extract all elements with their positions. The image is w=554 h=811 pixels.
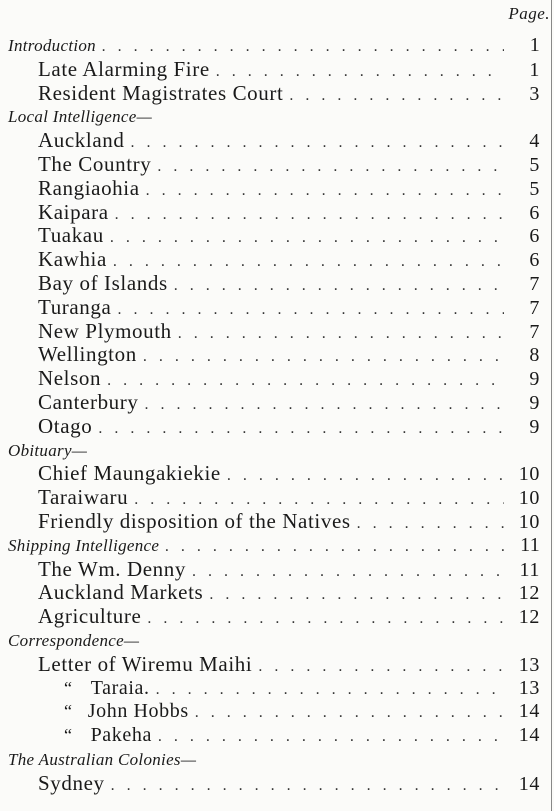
dot-leader: [227, 464, 504, 488]
page-number: 7: [529, 320, 540, 343]
dot-leader: [156, 678, 504, 702]
page-number: 5: [529, 153, 540, 176]
page-number: 11: [520, 533, 540, 556]
dot-leader: [357, 512, 504, 536]
toc-entry: [0, 343, 554, 367]
page-number: 5: [529, 177, 540, 200]
page-number: 3: [529, 82, 540, 105]
page-number: 11: [519, 558, 540, 581]
toc-label: Local Intelligence—: [8, 107, 153, 127]
toc-label: Canterbury: [38, 389, 139, 414]
dot-leader: [158, 725, 504, 749]
dot-leader: [130, 131, 504, 155]
dot-leader: [98, 417, 504, 441]
page-number: 14: [518, 700, 540, 723]
dot-leader: [110, 226, 504, 250]
dot-leader: [209, 583, 504, 607]
toc-label: Shipping Intelligence: [8, 535, 160, 555]
dot-leader: [107, 369, 504, 393]
dot-leader: [195, 701, 504, 725]
page-number: 8: [529, 344, 540, 367]
dot-leader: [146, 179, 504, 203]
page-number: 1: [529, 34, 540, 56]
toc-label: Auckland Markets: [38, 580, 204, 605]
toc-section-heading: [0, 629, 554, 653]
toc-entry: [0, 581, 554, 605]
toc-label: Wellington: [38, 342, 137, 367]
page-number: 6: [529, 225, 540, 248]
dot-leader: [192, 560, 504, 584]
toc-entry: [0, 129, 554, 153]
toc-section-heading: [0, 439, 554, 463]
page-number: 10: [518, 463, 540, 486]
toc-entry: [0, 653, 554, 677]
toc-entry: [0, 248, 554, 272]
toc-entry: [0, 320, 554, 344]
page-number: 7: [529, 272, 540, 295]
toc-label: Sydney: [38, 770, 105, 795]
toc-label: Taraiwaru: [38, 485, 129, 510]
toc-entry: [0, 367, 554, 391]
toc-label: Agriculture: [38, 604, 142, 629]
toc-label: Introduction: [8, 36, 96, 55]
toc-label: Friendly disposition of the Natives: [38, 508, 351, 533]
toc-label: The Wm. Denny: [38, 556, 186, 581]
toc-label: New Plymouth: [38, 318, 172, 343]
page-number: 6: [529, 249, 540, 272]
toc-entry: [0, 296, 554, 320]
page-number: 9: [529, 368, 540, 391]
toc-section-heading: [0, 34, 554, 58]
page-number: 12: [518, 582, 540, 605]
toc-entry: [0, 415, 554, 439]
page-number: 13: [518, 653, 540, 676]
toc-label: Kaipara: [38, 199, 109, 224]
dot-leader: [165, 535, 504, 559]
toc-entry: [0, 391, 554, 415]
toc-label: John Hobbs: [87, 700, 189, 723]
toc-label: Auckland: [38, 128, 125, 153]
toc-entry: [0, 558, 554, 582]
toc-label: Resident Magistrates Court: [38, 80, 284, 105]
dot-leader: [113, 250, 504, 274]
toc-label: Otago: [38, 413, 93, 438]
dot-leader: [147, 607, 504, 631]
toc-label: Rangiaohia: [38, 175, 140, 200]
dot-leader: [111, 774, 504, 798]
toc-entry: [0, 724, 554, 748]
toc-label: Obituary—: [8, 440, 88, 460]
ditto-mark: “: [64, 677, 73, 698]
toc-label: Tuakau: [38, 223, 104, 248]
dot-leader: [117, 298, 504, 322]
dot-leader: [102, 35, 504, 59]
dot-leader: [289, 84, 504, 108]
page-column-header: Page.: [508, 4, 550, 23]
toc-entry: [0, 486, 554, 510]
toc-section-heading: [0, 105, 554, 129]
page-number: 13: [518, 676, 540, 699]
page-number: 1: [529, 58, 540, 81]
ditto-mark: “: [64, 725, 73, 746]
page-number: 4: [529, 130, 540, 153]
toc-label: Kawhia: [38, 247, 107, 272]
table-of-contents: [0, 34, 554, 796]
page-number: 9: [529, 415, 540, 438]
dot-leader: [115, 203, 504, 227]
toc-entry: [0, 224, 554, 248]
toc-label: The Country: [38, 151, 152, 176]
toc-entry: [0, 462, 554, 486]
dot-leader: [258, 655, 504, 679]
toc-entry: [0, 201, 554, 225]
dot-leader: [157, 155, 504, 179]
toc-label: Correspondence—: [8, 630, 140, 650]
toc-entry: [0, 82, 554, 106]
toc-label: Chief Maungakiekie: [38, 461, 221, 486]
page-number: 14: [518, 772, 540, 795]
dot-leader: [178, 322, 504, 346]
toc-label: Letter of Wiremu Maihi: [38, 651, 253, 676]
toc-label: Turanga: [38, 294, 112, 319]
toc-entry: [0, 58, 554, 82]
dot-leader: [143, 345, 504, 369]
dot-leader: [174, 274, 504, 298]
toc-entry: [0, 153, 554, 177]
toc-entry: [0, 677, 554, 701]
page-number: 6: [529, 201, 540, 224]
toc-entry: [0, 605, 554, 629]
page-number: 12: [518, 606, 540, 629]
page-number: 10: [518, 510, 540, 533]
toc-label: Pakeha: [90, 724, 152, 747]
toc-entry: [0, 772, 554, 796]
toc-entry: [0, 700, 554, 724]
toc-label: Late Alarming Fire: [38, 56, 210, 81]
dot-leader: [144, 393, 504, 417]
page-number: 10: [518, 487, 540, 510]
toc-entry: [0, 177, 554, 201]
toc-label: Bay of Islands: [38, 270, 168, 295]
page-number: 9: [529, 391, 540, 414]
toc-label: The Australian Colonies—: [8, 749, 197, 769]
toc-label: Nelson: [38, 366, 102, 391]
ditto-mark: “: [64, 701, 73, 722]
toc-entry: [0, 272, 554, 296]
toc-section-heading: [0, 534, 554, 558]
toc-section-heading: [0, 748, 554, 772]
toc-entry: [0, 510, 554, 534]
page-number: 7: [529, 296, 540, 319]
toc-label: Taraia.: [90, 676, 150, 699]
page-number: 14: [518, 724, 540, 747]
